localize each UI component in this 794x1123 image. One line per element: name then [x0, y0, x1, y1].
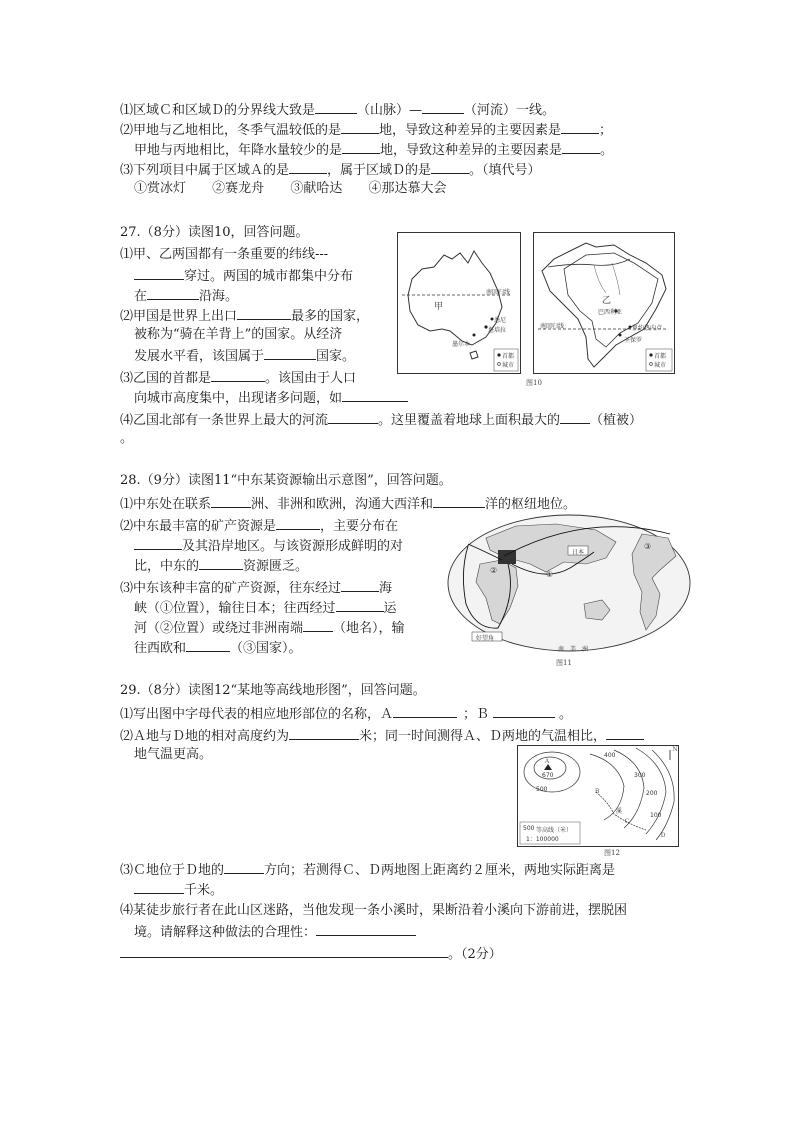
figure-12-contour-map: [517, 745, 679, 847]
q27-line-1: ⑴甲、乙两国都有一条重要的纬线---: [120, 247, 329, 262]
option-3: ③献哈达: [290, 181, 343, 196]
country-label-yi: 乙: [602, 296, 612, 306]
city-label-canberra: 堪培拉: [488, 327, 507, 334]
north-label: Ｎ: [672, 746, 679, 753]
city-dot: [473, 334, 476, 337]
tasmania-outline: [470, 351, 478, 359]
capital-label-brasilia: 巴西利亚: [598, 309, 623, 316]
figure-12-caption: 图12: [604, 849, 620, 857]
answer-blank[interactable]: [341, 120, 379, 134]
answer-blank[interactable]: [606, 726, 644, 740]
q26-line-1: ⑴区域Ｃ和区域Ｄ的分界线大致是 （山脉）— （河流）一线。: [120, 100, 555, 120]
q28-line-6: 峡（①位置），输往日本；往西经过 运: [134, 598, 397, 618]
answer-blank[interactable]: [134, 880, 184, 894]
answer-blank[interactable]: [264, 346, 316, 360]
q28-line-2: ⑵中东最丰富的矿产资源是 ，主要分布在: [120, 516, 398, 536]
q29-line-5: 千米。: [134, 880, 223, 900]
q28-line-8: 往西欧和 （③国家）。: [134, 638, 302, 658]
legend-capital-icon: [649, 353, 652, 356]
q29-line-6: ⑷某徒步旅行者在此山区迷路，当他发现一条小溪时，果断沿着小溪向下游前进，摆脱困: [120, 903, 628, 918]
contour-100-label: 100: [650, 812, 662, 819]
legend-capital-label: 首都: [502, 353, 515, 360]
option-4: ④那达慕大会: [368, 181, 447, 196]
answer-blank[interactable]: [276, 516, 320, 530]
figure-11-world-map: [446, 512, 692, 654]
answer-blank[interactable]: [237, 306, 291, 320]
q27-line-7: ⑶乙国的首都是 。该国由于人口: [120, 368, 356, 388]
answer-blank[interactable]: [336, 598, 384, 612]
answer-blank[interactable]: [199, 556, 243, 570]
answer-blank[interactable]: [134, 266, 184, 280]
answer-blank[interactable]: [342, 140, 380, 154]
answer-blank[interactable]: [289, 160, 327, 174]
legend-city-label: 城市: [654, 362, 667, 369]
q29-line-8: 。（2分）: [120, 944, 502, 964]
legend-city-label: 城市: [502, 362, 515, 369]
answer-blank[interactable]: [224, 860, 264, 874]
contour-500-label: 500: [536, 786, 548, 793]
answer-blank[interactable]: [561, 120, 599, 134]
q27-title: 27.（8分）读图10，回答问题。: [120, 225, 309, 240]
q28-line-1: ⑴中东处在联系 洲、非洲和欧洲，沟通大西洋和 洋的枢纽地位。: [120, 494, 576, 514]
answer-blank[interactable]: [211, 494, 251, 508]
peak-elevation: 670: [542, 772, 554, 779]
answer-blank[interactable]: [120, 944, 448, 958]
q29-line-1: ⑴写出图中字母代表的相应地形部位的名称，Ａ ；Ｂ 。: [120, 704, 572, 724]
answer-blank[interactable]: [342, 388, 408, 402]
q27-line-9: ⑷乙国北部有一条世界上最大的河流 。这里覆盖着地球上面积最大的 （植被）: [120, 410, 642, 430]
position-3-label: ③: [644, 542, 652, 551]
q29-line-2: ⑵Ａ地与Ｄ地的相对高度约为 米；同一时间测得Ａ、Ｄ两地的气温相比，: [120, 726, 644, 746]
city-label-melbourne: 墨尔本: [452, 341, 471, 348]
figure-10-map-jia: [397, 232, 521, 374]
city-label-saopaulo: 圣保罗: [624, 337, 643, 344]
figure-11-caption: 图11: [556, 659, 572, 667]
answer-blank[interactable]: [433, 494, 485, 508]
stream-label: 溪: [616, 808, 623, 815]
contour-400-label: 400: [604, 752, 616, 759]
q27-line-10: 。: [120, 431, 134, 446]
answer-blank[interactable]: [315, 100, 357, 114]
q28-line-7: 河（②位置）或绕过非洲南端 （地名），输: [134, 618, 405, 638]
legend-capital-icon: [497, 353, 500, 356]
q26-line-4: ⑶下列项目中属于区域Ａ的是 ，属于区域Ｄ的是 。（填代号）: [120, 160, 541, 180]
q29-line-4: ⑶Ｃ地位于Ｄ地的 方向；若测得Ｃ、Ｄ两地图上距离约２厘米，两地实际距离是: [120, 860, 615, 880]
scale-label: 1：100000: [526, 836, 559, 843]
answer-blank[interactable]: [289, 726, 359, 740]
cape-of-good-hope-label: 好望角: [476, 635, 495, 642]
answer-blank[interactable]: [422, 100, 464, 114]
river-branch: [594, 263, 620, 295]
point-d-label: Ｄ: [660, 832, 667, 839]
answer-blank[interactable]: [303, 618, 333, 632]
answer-blank[interactable]: [147, 286, 199, 300]
city-dot: [619, 334, 622, 337]
amazon-river: [548, 259, 630, 267]
answer-blank[interactable]: [211, 368, 265, 382]
answer-blank[interactable]: [134, 536, 182, 550]
answer-blank[interactable]: [562, 140, 600, 154]
answer-blank[interactable]: [560, 410, 590, 424]
city-label-sydney: 悉尼: [494, 317, 507, 324]
q29-line-3: 地气温更高。: [134, 747, 213, 762]
answer-blank[interactable]: [393, 704, 457, 718]
q26-line-2: ⑵甲地与乙地相比，冬季气温较低的是 地，导致这种差异的主要因素是 ；: [120, 120, 612, 140]
tropic-label: 南回归线: [540, 323, 565, 330]
figure-10-caption: 图10: [526, 379, 542, 387]
city-label-rio: 里约热内卢: [632, 325, 663, 332]
answer-blank[interactable]: [186, 638, 230, 652]
middle-east-region: [498, 550, 516, 564]
q28-line-5: ⑶中东该种丰富的矿产资源，往东经过 海: [120, 578, 392, 598]
q28-line-4: 比，中东的 资源匮乏。: [134, 556, 308, 576]
q29-line-7: 境。请解释这种做法的合理性：: [134, 922, 416, 942]
q27-line-5: 被称为“骑在羊背上”的国家。从经济: [134, 327, 343, 342]
q28-title: 28.（9分）读图11“中东某资源输出示意图”，回答问题。: [120, 473, 452, 488]
q28-line-3: 及其沿岸地区。与该资源形成鲜明的对: [134, 536, 403, 556]
japan-label: 日本: [572, 549, 585, 556]
q27-line-4: ⑵甲国是世界上出口 最多的国家，: [120, 306, 369, 326]
q27-line-3: 在 沿海。: [134, 286, 238, 306]
answer-blank[interactable]: [493, 704, 555, 718]
legend-capital-label: 首都: [654, 353, 667, 360]
map-bottom-label: 南 美 洲: [558, 646, 589, 653]
point-a-label: Ａ: [544, 758, 551, 765]
point-c-label: Ｃ: [624, 818, 631, 825]
q27-line-2: 穿过。两国的城市都集中分布: [134, 266, 353, 286]
q29-title: 29.（8分）读图12“某地等高线地形图”，回答问题。: [120, 683, 426, 698]
option-1: ①赏冰灯: [134, 181, 187, 196]
contour-200-label: 200: [646, 790, 658, 797]
answer-blank[interactable]: [328, 410, 378, 424]
position-1-label: ①: [546, 570, 554, 579]
q27-line-6: 发展水平看，该国属于 国家。: [134, 346, 355, 366]
legend-contour-label: 等高线（米）: [536, 827, 573, 834]
figure-10-map-yi: [533, 232, 675, 374]
tropic-label: 南回归线: [486, 289, 511, 296]
answer-blank[interactable]: [431, 160, 469, 174]
position-2-label: ②: [490, 566, 498, 575]
q26-options: [134, 180, 446, 198]
option-2: ②赛龙舟: [212, 181, 265, 196]
answer-blank[interactable]: [341, 578, 379, 592]
q26-line-3: 甲地与丙地相比，年降水量较少的是 地，导致这种差异的主要因素是 。: [134, 140, 613, 160]
country-label-jia: 甲: [434, 302, 444, 312]
point-b-label: Ｂ: [594, 788, 601, 795]
contour-300-label: 300: [634, 772, 646, 779]
q27-line-8: 向城市高度集中，出现诸多问题，如: [134, 388, 408, 408]
legend-500-label: 500: [523, 825, 535, 832]
answer-blank[interactable]: [316, 922, 416, 936]
